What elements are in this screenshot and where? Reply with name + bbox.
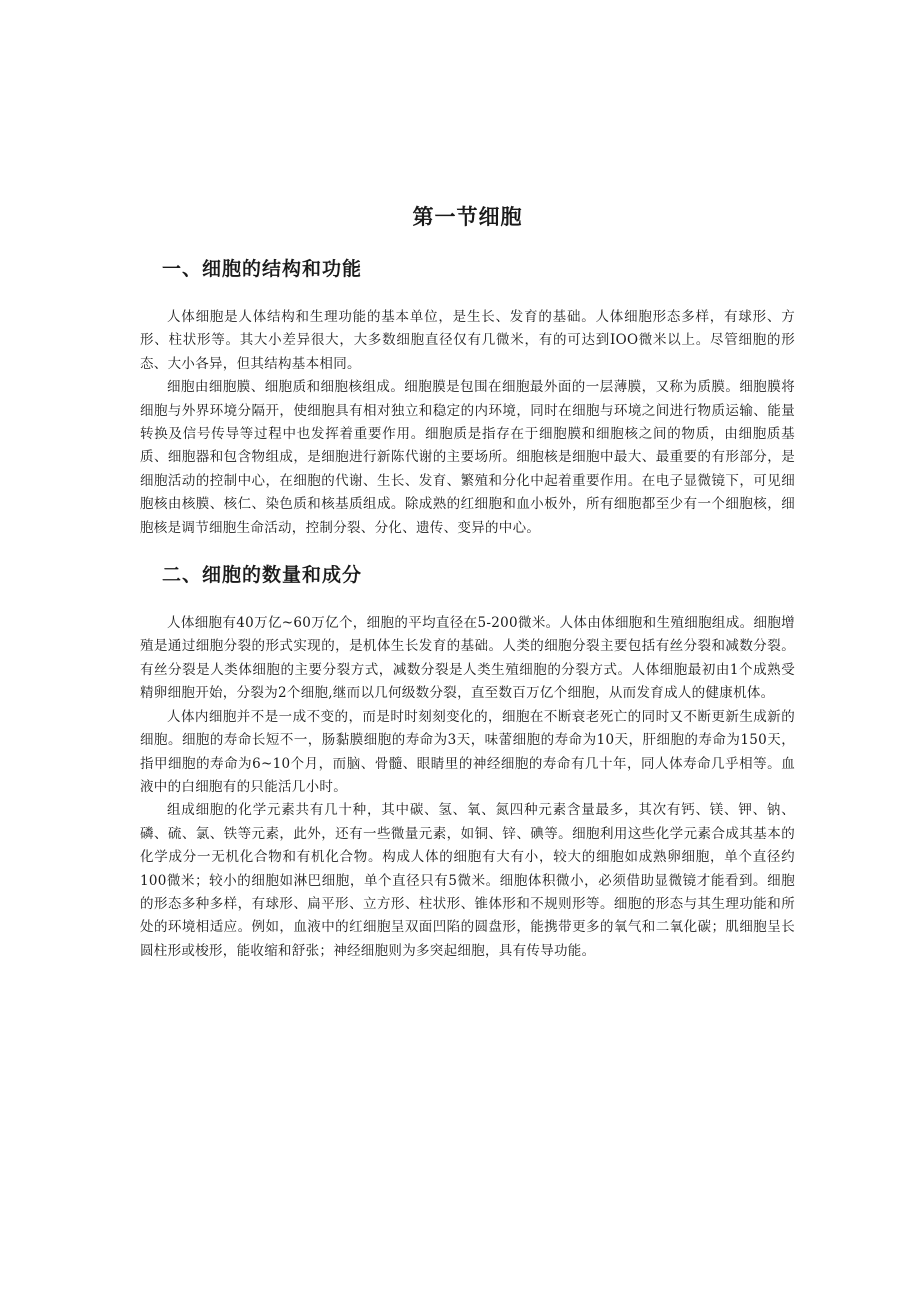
paragraph: 组成细胞的化学元素共有几十种，其中碳、氢、氧、氮四种元素含量最多，其次有钙、镁、钾、钠、磷、硫、氯、铁等元素，此外，还有一些微量元素，如铜、锌、碘等。细胞利用这些化学元素合成其基本的化学成分一无机化合物和有机化合物。构成人体的细胞有大有小，较大的细胞如成熟卵细胞，单个直径约100微米；较小的细胞如淋巴细胞，单个直径只有5微米。细胞体积微小，必须借助显微镜才能看到。细胞的形态多种多样，有球形、扁平形、立方形、柱状形、锥体形和不规则形等。细胞的形态与其生理功能和所处的环境相适应。例如，血液中的红细胞呈双面凹陷的圆盘形，能携带更多的氧气和二氧化碳；肌细胞呈长圆柱形或梭形，能收缩和舒张；神经细胞则为多突起细胞，具有传导功能。: [140, 802, 795, 959]
paragraph: 细胞由细胞膜、细胞质和细胞核组成。细胞膜是包围在细胞最外面的一层薄膜，又称为质膜。细胞膜将细胞与外界环境分隔开，使细胞具有相对独立和稳定的内环境，同时在细胞与环境之间进行物质运输、能量转换及信号传导等过程中也发挥着重要作用。细胞质是指存在于细胞膜和细胞核之间的物质，由细胞质基质、细胞器和包含物组成，是细胞进行新陈代谢的主要场所。细胞核是细胞中最大、最重要的有形部分，是细胞活动的控制中心，在细胞的代谢、生长、发育、繁殖和分化中起着重要作用。在电子显微镜下，可见细胞核由核膜、核仁、染色质和核基质组成。除成熟的红细胞和血小板外，所有细胞都至少有一个细胞核，细胞核是调节细胞生命活动，控制分裂、分化、遗传、变异的中心。: [140, 379, 795, 536]
section-quantity-composition: [140, 560, 795, 963]
paragraph: 人体细胞是人体结构和生理功能的基本单位，是生长、发育的基础。人体细胞形态多样，有球形、方形、柱状形等。其大小差异很大，大多数细胞直径仅有几微米，有的可达到IOO微米以上。尽管细胞的形态、大小各异，但其结构基本相同。: [140, 309, 795, 372]
page-title: 第一节细胞: [412, 205, 523, 229]
paragraph: 人体内细胞并不是一成不变的，而是时时刻刻变化的，细胞在不断衰老死亡的同时又不断更新生成新的细胞。细胞的寿命长短不一，肠黏膜细胞的寿命为3天，味蕾细胞的寿命为10天，肝细胞的寿命为150天，指甲细胞的寿命为6~10个月，而脑、骨髓、眼睛里的神经细胞的寿命有几十年，同人体寿命几乎相等。血液中的白细胞有的只能活几小时。: [140, 708, 795, 795]
document-page: [140, 200, 795, 963]
section-heading: 二、细胞的数量和成分: [162, 564, 363, 587]
section-heading: 一、细胞的结构和功能: [162, 258, 363, 280]
section-structure-function: [140, 254, 795, 540]
paragraph: 人体细胞有40万亿~60万亿个，细胞的平均直径在5-200微米。人体由体细胞和生殖细胞组成。细胞增殖是通过细胞分裂的形式实现的，是机体生长发育的基础。人类的细胞分裂主要包括有丝分裂和减数分裂。有丝分裂是人类体细胞的主要分裂方式，减数分裂是人类生殖细胞的分裂方式。人体细胞最初由1个成熟受精卵细胞开始，分裂为2个细胞,继而以几何级数分裂，直至数百万亿个细胞，从而发育成人的健康机体。: [140, 615, 795, 702]
